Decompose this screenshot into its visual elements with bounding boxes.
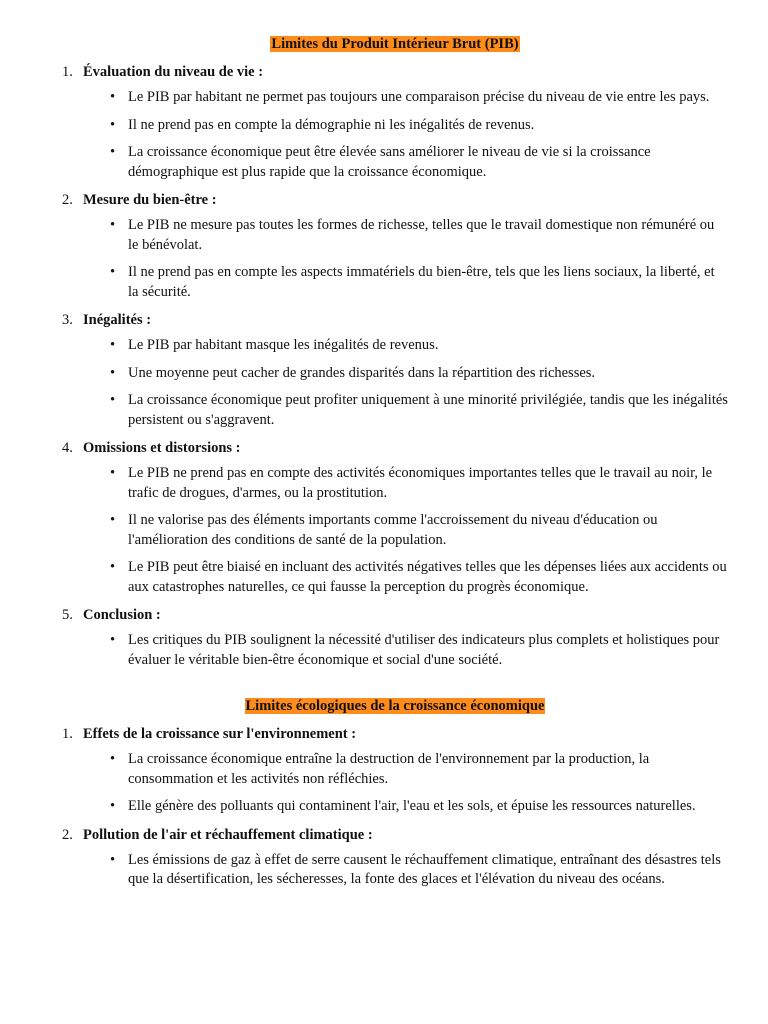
numbered-list <box>62 724 728 890</box>
numbered-list-item <box>62 605 728 670</box>
bullet-icon: • <box>110 116 116 133</box>
bullet-text: Le PIB peut être biaisé en incluant des activités négatives telles que les dépenses liées aux accidents ou aux catastrophes naturelles, ce qui fausse la perception du progrès économique. <box>128 559 727 595</box>
numbered-list-item <box>62 724 728 817</box>
numbered-list <box>62 62 728 670</box>
bullet-item <box>83 336 728 356</box>
bullet-icon: • <box>110 392 116 408</box>
bullet-icon: • <box>110 512 116 528</box>
list-item-number: 2. <box>62 826 73 843</box>
bullet-text: Elle génère des polluants qui contaminent l'air, l'eau et les sols, et épuise les ressources naturelles. <box>128 798 696 814</box>
list-item-number: 4. <box>62 440 73 456</box>
bullet-text: Il ne prend pas en compte les aspects immatériels du bien-être, tels que les liens sociaux, la liberté, et la sécurité. <box>128 264 715 300</box>
bullet-item <box>83 364 728 384</box>
list-item-title: Effets de la croissance sur l'environnement : <box>83 726 357 742</box>
list-item-heading <box>62 724 728 744</box>
bullet-list <box>83 216 728 302</box>
bullet-item <box>83 797 728 817</box>
bullet-text: La croissance économique peut être élevée sans améliorer le niveau de vie si la croissance démographique est plus rapide que la croissance économique. <box>128 144 651 180</box>
numbered-list-item <box>62 190 728 302</box>
bullet-item <box>83 216 728 255</box>
bullet-item <box>83 464 728 503</box>
section-title-text: Limites du Produit Intérieur Brut (PIB) <box>271 36 519 52</box>
bullet-item <box>83 263 728 302</box>
bullet-item <box>83 116 728 136</box>
list-item-number: 1. <box>62 726 73 742</box>
bullet-text: Le PIB par habitant masque les inégalités de revenus. <box>128 337 439 353</box>
bullet-list <box>83 631 728 670</box>
bullet-icon: • <box>110 217 116 233</box>
section-title <box>62 696 728 716</box>
bullet-text: Les émissions de gaz à effet de serre causent le réchauffement climatique, entraînant des désastres tels que la désertification, les sécheresses, la fonte des glaces et l'élévation du niveau des océans. <box>128 851 721 887</box>
bullet-text: Le PIB par habitant ne permet pas toujours une comparaison précise du niveau de vie entre les pays. <box>128 89 710 105</box>
bullet-item <box>83 391 728 430</box>
bullet-icon: • <box>110 89 116 105</box>
bullet-item <box>83 851 728 890</box>
list-item-title: Mesure du bien-être : <box>83 192 217 208</box>
list-item-number: 2. <box>62 192 73 208</box>
list-item-heading <box>62 825 728 845</box>
numbered-list-item <box>62 310 728 430</box>
list-item-heading <box>62 438 728 458</box>
list-item-number: 1. <box>62 64 73 80</box>
list-item-heading <box>62 605 728 625</box>
list-item-heading <box>62 190 728 210</box>
section-title-text: Limites écologiques de la croissance économique <box>245 698 545 714</box>
bullet-list <box>83 750 728 817</box>
numbered-list-item <box>62 438 728 597</box>
bullet-text: La croissance économique entraîne la destruction de l'environnement par la production, la consommation et les activités non réfléchies. <box>128 751 650 787</box>
list-item-title: Conclusion : <box>83 607 161 623</box>
document-section <box>62 34 728 670</box>
list-item-title: Pollution de l'air et réchauffement climatique : <box>83 826 373 843</box>
list-item-heading <box>62 310 728 330</box>
bullet-item <box>83 631 728 670</box>
bullet-item <box>83 511 728 550</box>
bullet-text: Les critiques du PIB soulignent la nécessité d'utiliser des indicateurs plus complets et holistiques pour évaluer le véritable bien-être économique et social d'une société. <box>128 632 720 668</box>
bullet-icon: • <box>110 144 116 160</box>
list-item-title: Omissions et distorsions : <box>83 440 241 456</box>
bullet-item <box>83 143 728 182</box>
bullet-icon: • <box>110 798 116 814</box>
list-item-title: Évaluation du niveau de vie : <box>83 64 264 80</box>
bullet-text: Il ne prend pas en compte la démographie ni les inégalités de revenus. <box>128 116 535 133</box>
bullet-text: Le PIB ne prend pas en compte des activités économiques importantes telles que le travail au noir, le trafic de drogues, d'armes, ou la prostitution. <box>128 465 713 501</box>
bullet-icon: • <box>110 751 116 767</box>
bullet-item <box>83 750 728 789</box>
document-section <box>62 696 728 890</box>
list-item-title: Inégalités : <box>83 312 152 328</box>
bullet-icon: • <box>110 632 116 648</box>
list-item-heading <box>62 62 728 82</box>
bullet-list <box>83 464 728 597</box>
bullet-icon: • <box>110 851 116 868</box>
bullet-item <box>83 88 728 108</box>
numbered-list-item <box>62 825 728 890</box>
numbered-list-item <box>62 62 728 182</box>
bullet-icon: • <box>110 364 116 381</box>
bullet-text: Le PIB ne mesure pas toutes les formes de richesse, telles que le travail domestique non rémunéré ou le bénévolat. <box>128 217 715 253</box>
bullet-icon: • <box>110 264 116 280</box>
bullet-list <box>83 851 728 890</box>
bullet-text: Une moyenne peut cacher de grandes disparités dans la répartition des richesses. <box>128 364 596 381</box>
bullet-text: La croissance économique peut profiter uniquement à une minorité privilégiée, tandis que les inégalités persistent ou s'aggravent. <box>128 392 728 428</box>
list-item-number: 5. <box>62 607 73 623</box>
bullet-icon: • <box>110 559 116 575</box>
bullet-list <box>83 336 728 430</box>
bullet-text: Il ne valorise pas des éléments importants comme l'accroissement du niveau d'éducation ou l'amélioration des conditions de santé de la population. <box>128 512 658 548</box>
bullet-item <box>83 558 728 597</box>
section-title <box>62 34 728 54</box>
bullet-icon: • <box>110 465 116 481</box>
bullet-icon: • <box>110 337 116 353</box>
bullet-list <box>83 88 728 182</box>
list-item-number: 3. <box>62 312 73 328</box>
